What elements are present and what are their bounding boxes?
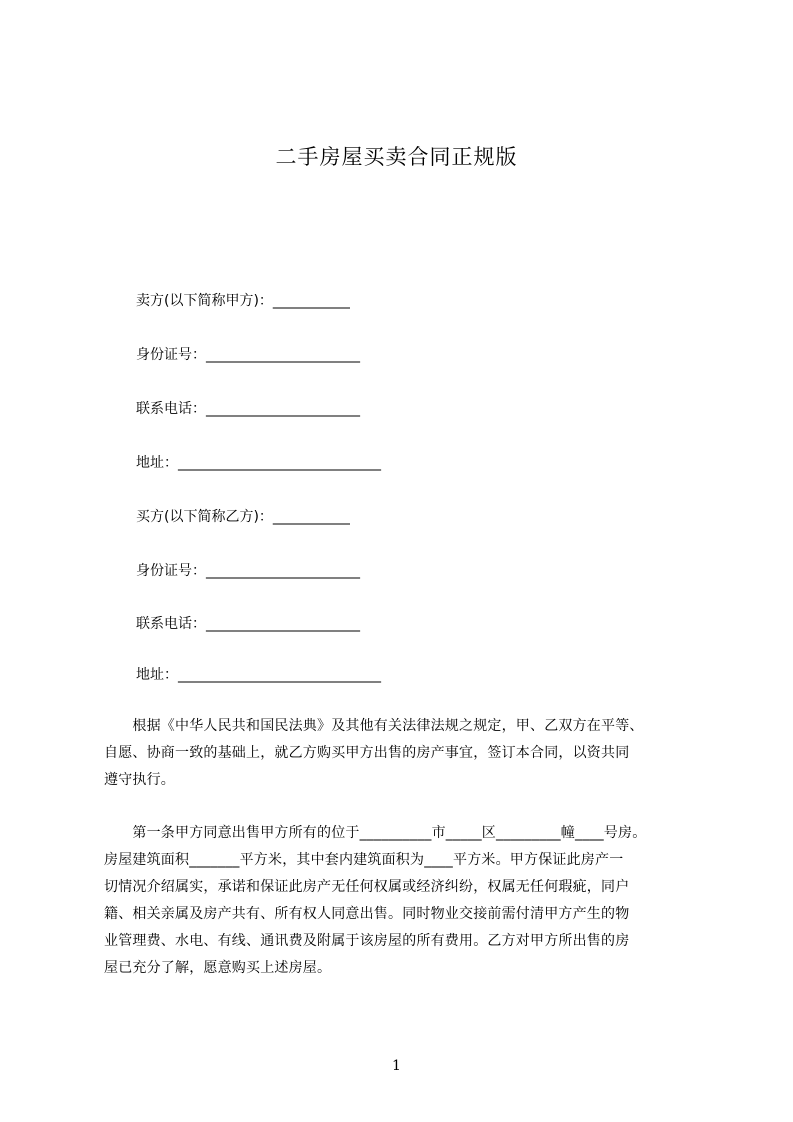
seller-phone-field: 联系电话：______________________ (136, 401, 360, 417)
page-number: 1 (392, 1058, 401, 1074)
buyer-id-field: 身份证号：______________________ (136, 563, 360, 579)
preamble-paragraph (104, 713, 704, 794)
article-1-line: 屋已充分了解，愿意购买上述房屋。 (104, 960, 332, 976)
buyer-name-field: 买方(以下简称乙方)：___________ (136, 509, 350, 525)
article-1-paragraph (104, 820, 704, 982)
preamble-line: 根据《中华人民共和国民法典》及其他有关法律法规之规定，甲、乙双方在平等、 (104, 718, 644, 734)
seller-name-field: 卖方(以下简称甲方)：___________ (136, 293, 350, 309)
preamble-line: 自愿、协商一致的基础上，就乙方购买甲方出售的房产事宜，签订本合同，以资共同 (104, 745, 630, 761)
article-1-line: 切情况介绍属实，承诺和保证此房产无任何权属或经济纠纷，权属无任何瑕疵，同户 (104, 879, 630, 895)
seller-id-field: 身份证号：______________________ (136, 347, 360, 363)
buyer-phone-field: 联系电话：______________________ (136, 616, 360, 632)
article-1-line: 第一条甲方同意出售甲方所有的位于__________市_____区_________幢____号房。 (104, 825, 647, 841)
article-1-line: 业管理费、水电、有线、通讯费及附属于该房屋的所有费用。乙方对甲方所出售的房 (104, 933, 630, 949)
seller-address-field: 地址：_____________________________ (136, 455, 381, 471)
preamble-line: 遵守执行。 (104, 772, 175, 788)
document-title: 二手房屋买卖合同正规版 (275, 145, 518, 169)
article-1-line: 房屋建筑面积_______平方米，其中套内建筑面积为____平方米。甲方保证此房产一 (104, 852, 624, 868)
article-1-line: 籍、相关亲属及房产共有、所有权人同意出售。同时物业交接前需付清甲方产生的物 (104, 906, 630, 922)
buyer-address-field: 地址：_____________________________ (136, 667, 381, 683)
